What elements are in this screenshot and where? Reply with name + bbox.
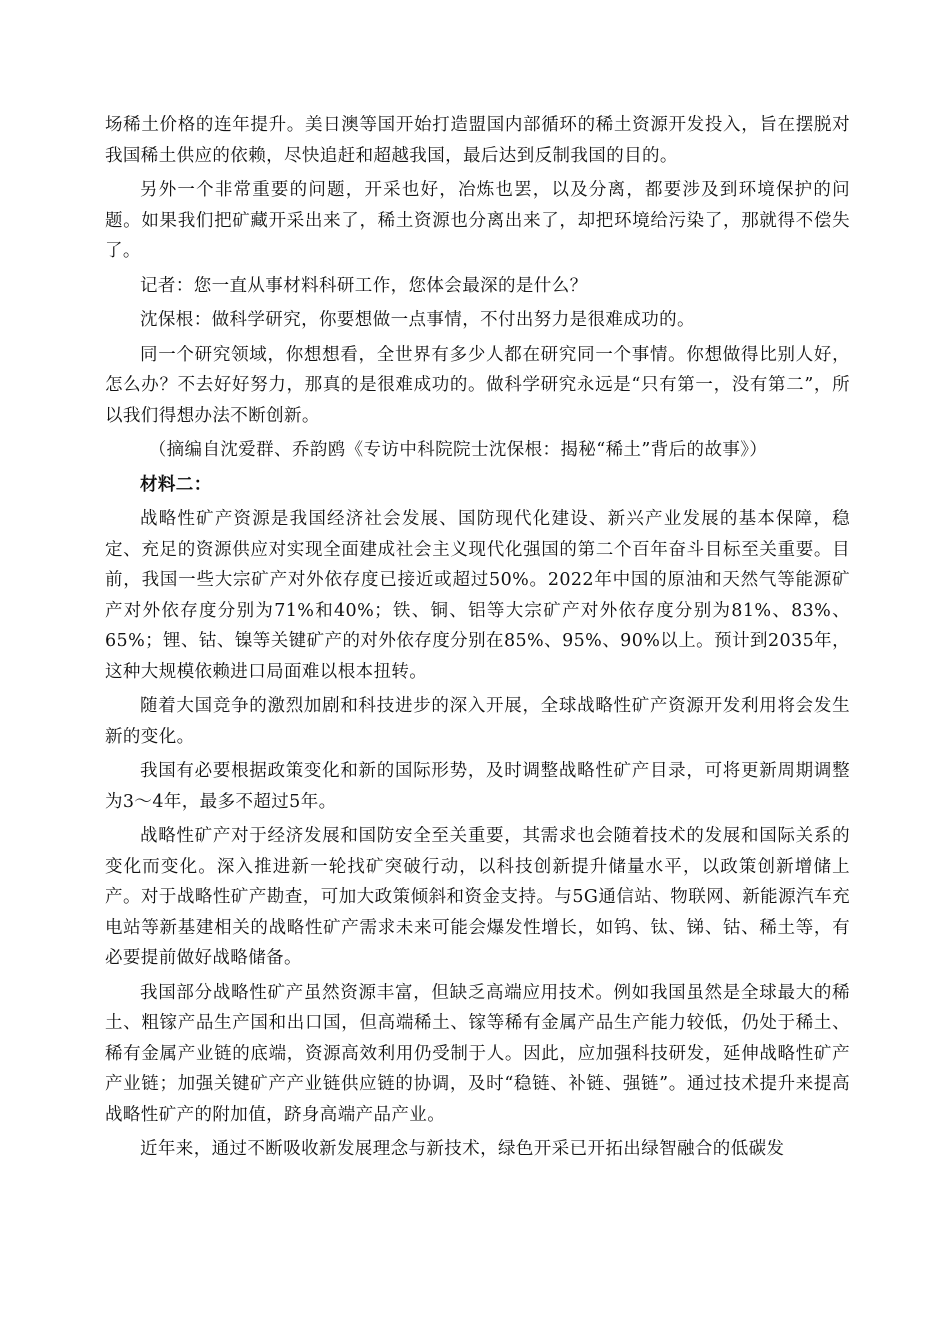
paragraph-strategic-minerals: 战略性矿产资源是我国经济社会发展、国防现代化建设、新兴产业发展的基本保障，稳定、充足的资源供应对实现全面建成社会主义现代化强国的第二个百年奋斗目标至关重要。目前，我国一些大宗矿产对外依存度已接近或超过50%。2022年中国的原油和天然气等能源矿产对外依存度分别为71%和40%；铁、铜、铝等大宗矿产对外依存度分别为81%、83%、65%；锂、钴、镍等关键矿产的对外依存度分别在85%、95%、90%以上。预计到2035年，这种大规模依赖进口局面难以根本扭转。	[105, 509, 850, 682]
paragraph-shen-answer: 沈保根：做科学研究，你要想做一点事情，不付出努力是很难成功的。	[140, 310, 695, 330]
paragraph-high-end-tech: 我国部分战略性矿产虽然资源丰富，但缺乏高端应用技术。例如我国虽然是全球最大的稀土、粗镓产品生产国和出口国，但高端稀土、镓等稀有金属产品生产能力较低，仍处于稀土、稀有金属产业链的底端，资源高效利用仍受制于人。因此，应加强科技研发，延伸战略性矿产产业链；加强关键矿产产业链供应链的协调，及时“稳链、补链、强链”。通过技术提升来提高战略性矿产的附加值，跻身高端产品产业。	[105, 982, 850, 1125]
paragraph-continued: 场稀土价格的连年提升。美日澳等国开始打造盟国内部循环的稀土资源开发投入，旨在摆脱对我国稀土供应的依赖，尽快追赶和超越我国，最后达到反制我国的目的。	[105, 115, 850, 166]
source-citation: （摘编自沈爱群、乔韵鸥《专访中科院院士沈保根：揭秘“稀土”背后的故事》）	[148, 440, 768, 460]
paragraph-innovation: 同一个研究领域，你想想看，全世界有多少人都在研究同一个事情。你想做得比别人好，怎么办？不去好好努力，那真的是很难成功的。做科学研究永远是“只有第一，没有第二”，所以我们得想办法不断创新。	[105, 344, 850, 426]
document-page	[105, 110, 850, 1169]
paragraph-strategic-reserve: 战略性矿产对于经济发展和国防安全至关重要，其需求也会随着技术的发展和国际关系的变化而变化。深入推进新一轮找矿突破行动，以科技创新提升储量水平，以政策创新增储上产。对于战略性矿产勘查，可加大政策倾斜和资金支持。与5G通信站、物联网、新能源汽车充电站等新基建相关的战略性矿产需求未来可能会爆发性增长，如钨、钛、锑、钴、稀土等，有必要提前做好战略储备。	[105, 826, 850, 968]
paragraph-green-mining: 近年来，通过不断吸收新发展理念与新技术，绿色开采已开拓出绿智融合的低碳发	[140, 1139, 785, 1159]
paragraph-catalog-update: 我国有必要根据政策变化和新的国际形势，及时调整战略性矿产目录，可将更新周期调整为3～4年，最多不超过5年。	[105, 761, 850, 812]
paragraph-reporter-question: 记者：您一直从事材料科研工作，您体会最深的是什么？	[140, 275, 588, 296]
paragraph-environment: 另外一个非常重要的问题，开采也好，冶炼也罢，以及分离，都要涉及到环境保护的问题。如果我们把矿藏开采出来了，稀土资源也分离出来了，却把环境给污染了，那就得不偿失了。	[105, 180, 850, 261]
material-two-heading: 材料二：	[140, 474, 212, 495]
paragraph-global-change: 随着大国竞争的激烈加剧和科技进步的深入开展，全球战略性矿产资源开发利用将会发生新的变化。	[105, 696, 850, 747]
